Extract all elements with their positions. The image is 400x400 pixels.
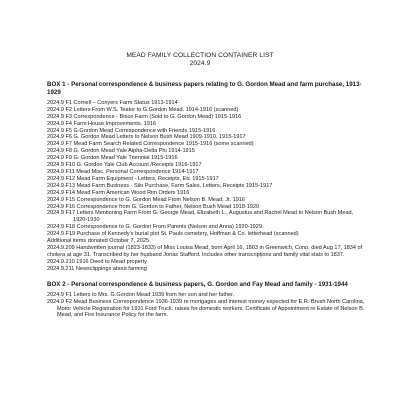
box-1-entry: 2024.9 F8 G. Gordon Mead Yale Alpha-Delta Phi 1914-1915	[47, 148, 195, 155]
box-1-entry: 2024.9.210 1916 Deed to Mead property	[47, 258, 147, 265]
box-1-entry: 2024.9 F4 Farm House Improvements. 1916	[47, 120, 157, 127]
box-1-entry: 2024.9 F13 Mead Farm Business - Silo Purchase, Farm Sales, Letters, Receipts 1915-1917	[47, 182, 273, 189]
document-subtitle: 2024.9	[189, 60, 211, 68]
box-1-entry: 2024.9.209 Handwritten journal (1823-1833) of Miss Louisa Mead, born April 16, 1803 in Greenwich, Conn, died Aug 17, 1834 of cholera at age 31. Transcribed by her husband Jonas Stafford. Includes other transcriptions and family vital stats to 1837.	[47, 244, 363, 258]
container-list	[47, 81, 365, 319]
box-1-entry: 2024.9 F7 Mead Farm Search Related Correspondence 1915-1916 (some scanned)	[47, 141, 254, 148]
box-2-entries	[47, 292, 365, 320]
box-1-entry: 2024.9 F18 Correspondence to G. Gordon From Parents (Nelson and Anna) 1920-1929	[47, 224, 262, 231]
box-1-entry: 2024.9 F19 Purchase of Kennedy’s burial plot St. Pauls cemetery, Hoffman & Co. letterhead (scanned)	[47, 231, 299, 238]
box-1-entry: 2024.9 F14 Mead Farm American Wood Rim Orders 1916	[47, 189, 190, 196]
box-1-heading: BOX 1 - Personal correspondence & business papers relating to G. Gordon Mead and farm purchase, 1913-1929	[47, 81, 362, 96]
box-1-entries	[47, 100, 365, 273]
box-1-entry: 2024.9 F5 G.Gordon Mead Correspondence with Friends 1915-1916	[47, 127, 216, 134]
box-1-entry: 2024.9 F15 Correspondence to G. Gordon Mead From Nelson B. Mead, Jr. 1916	[47, 196, 245, 203]
box-1-entry: 2024.9 F1 Cornell – Conyers Farm Status 1913-1914	[47, 99, 178, 106]
box-1-entry: 2024.9 F16 Correspondence from G. Gordon to Father, Nelson Bush Mead 1918-1920	[47, 203, 260, 210]
box-1-entry: 2024.9 F3 Correspondence - Boice Farm (Sold to G. Gordon Mead) 1915-1916	[47, 113, 242, 120]
title-block	[0, 52, 400, 69]
box-2-entry: 2024.9 F2 Mead Business Correspondence 1936-1939 re mortgages and interest money expected for E.R. Brush North Carolina, Motor Vehicle Registration for 1931 Ford Truck, raises for domestic workers, Certificate of Appointment re Estate of Nelson B. Mead, and Fire Insurance Policy for the farm.	[47, 298, 365, 319]
box-1-entry: 2024.9 F10 G. Gordon Yale Club Account /Receipts 1916-1917	[47, 162, 202, 169]
box-1-entry: 2024.9.211 Newsclippings about farming	[47, 265, 147, 272]
box-1-entry: 2024.9 F9 G. Gordon Mead Yale Triennial 1915-1916	[47, 155, 178, 162]
box-1-note: Additional items donated October 7, 2025.	[47, 238, 151, 245]
box-1-entry: 2024.9 F6 G. Gordon Mead Letters to Nelson Bush Mead 1909-1910, 1915-1917	[47, 134, 246, 141]
box-2-heading: BOX 2 - Personal correspondence & business papers, G. Gordon and Fay Mead and family - 1931-1944	[47, 280, 348, 288]
box-1-entry: 2024.9 F17 Letters Mentioning Farm From G. George Mead, Elizabeth L., Augustus and Rachel Mead to Nelson Bush Mead, 1920-1930	[47, 210, 354, 224]
box-1-entry: 2024.9 F11 Mead Misc. Personal Correspondence 1914-1917	[47, 168, 199, 175]
box-2-entry: 2024.9 F1 Letters to Mrs. G.Gordon Mead 1939 from her son and her father.	[47, 291, 235, 298]
box-1-entry: 2024.9 F2 Letters From W.S. Teator to G.Gordon Mead. 1914-1916 (scanned)	[47, 106, 239, 113]
document-title: MEAD FAMILY COLLECTION CONTAINER LIST	[126, 52, 274, 59]
box-1-entry: 2024.9 F12 Mead Farm Equipment - Letters, Receipts, Etc 1915-1917	[47, 175, 219, 182]
